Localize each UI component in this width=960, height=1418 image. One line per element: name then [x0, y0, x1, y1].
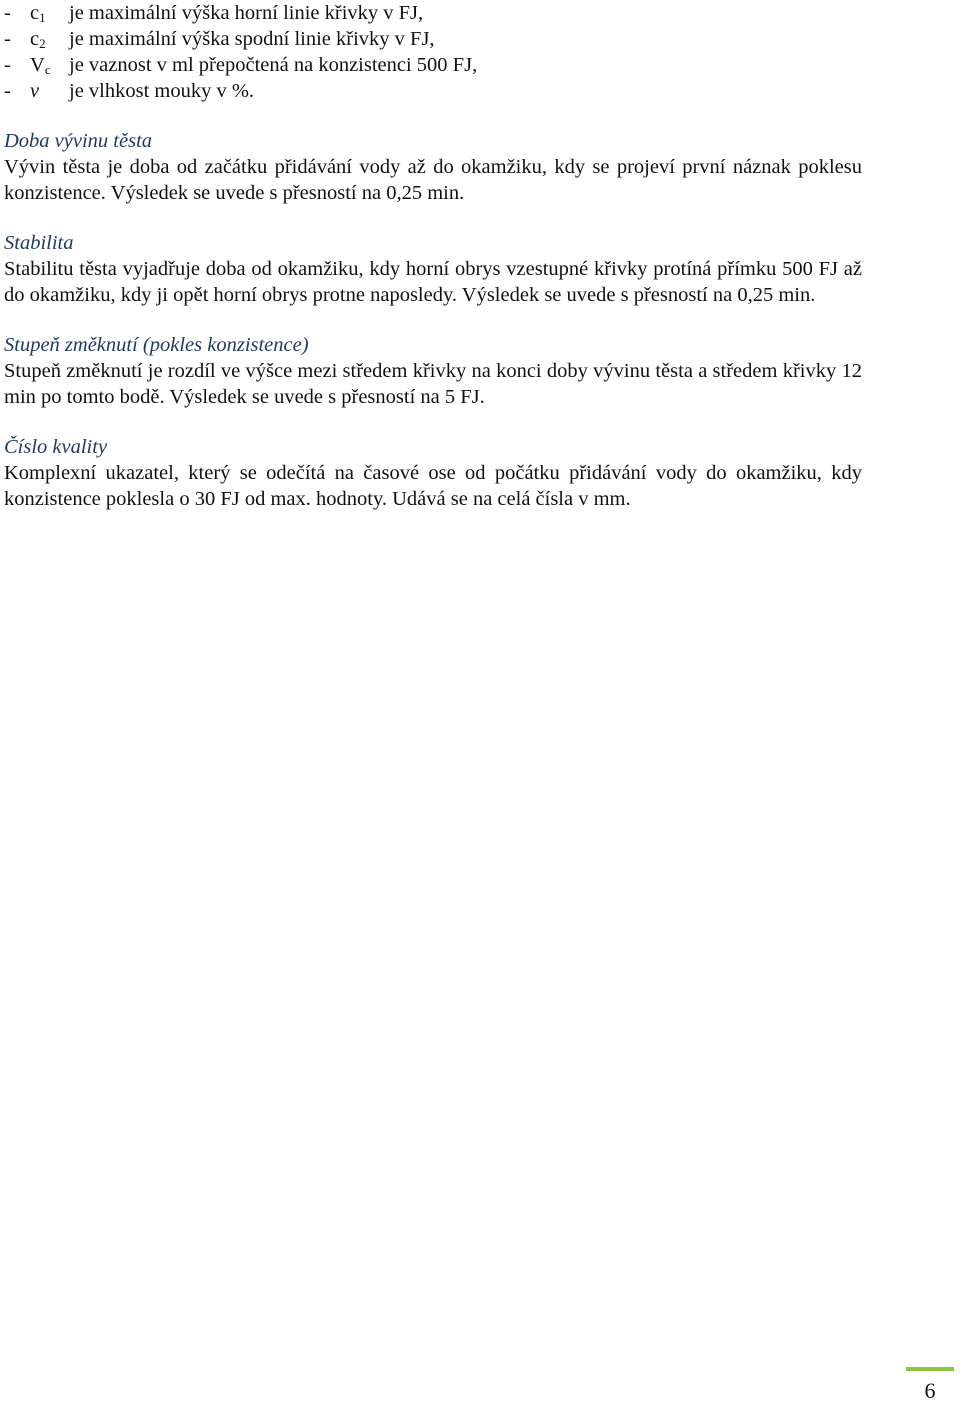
- section-body: Vývin těsta je doba od začátku přidávání vody až do okamžiku, kdy se projeví první náznak poklesu konzistence. Výsledek se uvede s přesností na 0,25 min.: [4, 156, 862, 204]
- variable-row: [4, 78, 862, 104]
- list-dash: -: [4, 80, 11, 102]
- section-heading: Doba vývinu těsta: [4, 130, 153, 152]
- section-body: Komplexní ukazatel, který se odečítá na časové ose od počátku přidávání vody do okamžiku, kdy konzistence poklesla o 30 FJ od max. hodnoty. Udává se na celá čísla v mm.: [4, 462, 862, 510]
- section-cislo-kvality: [4, 434, 862, 512]
- variable-row: [4, 0, 862, 26]
- page-number: 6: [924, 1378, 936, 1403]
- page-footer: [906, 1367, 954, 1405]
- variable-description: je maximální výška horní linie křivky v FJ,: [69, 2, 424, 24]
- variable-description: je vaznost v ml přepočtená na konzistenci 500 FJ,: [69, 54, 478, 76]
- variable-row: [4, 26, 862, 52]
- section-heading: Číslo kvality: [4, 436, 108, 458]
- section-heading: Stabilita: [4, 232, 74, 254]
- variable-description: je vlhkost mouky v %.: [69, 80, 255, 102]
- variable-symbol: $c_1$: [30, 2, 46, 25]
- variable-row: [4, 52, 862, 78]
- variable-symbol: v: [30, 80, 40, 102]
- document-page: [4, 0, 862, 512]
- variable-description: je maximální výška spodní linie křivky v FJ,: [69, 28, 435, 50]
- section-stupen-zmeknuti: [4, 332, 862, 410]
- section-stabilita: [4, 230, 862, 308]
- section-body: Stabilitu těsta vyjadřuje doba od okamžiku, kdy horní obrys vzestupné křivky protíná přímku 500 FJ až do okamžiku, kdy ji opět horní obrys protne naposledy. Výsledek se uvede s přesností na 0,25 min.: [4, 258, 862, 306]
- section-body: Stupeň změknutí je rozdíl ve výšce mezi středem křivky na konci doby vývinu těsta a středem křivky 12 min po tomto bodě. Výsledek se uvede s přesností na 5 FJ.: [4, 360, 862, 408]
- variable-symbol: $c_2$: [30, 28, 46, 51]
- list-dash: -: [4, 54, 11, 76]
- variable-definitions: [4, 0, 862, 104]
- section-heading: Stupeň změknutí (pokles konzistence): [4, 334, 309, 356]
- list-dash: -: [4, 28, 11, 50]
- section-doba-vyvinu: [4, 128, 862, 206]
- list-dash: -: [4, 2, 11, 24]
- variable-symbol: $V_c$: [30, 54, 51, 77]
